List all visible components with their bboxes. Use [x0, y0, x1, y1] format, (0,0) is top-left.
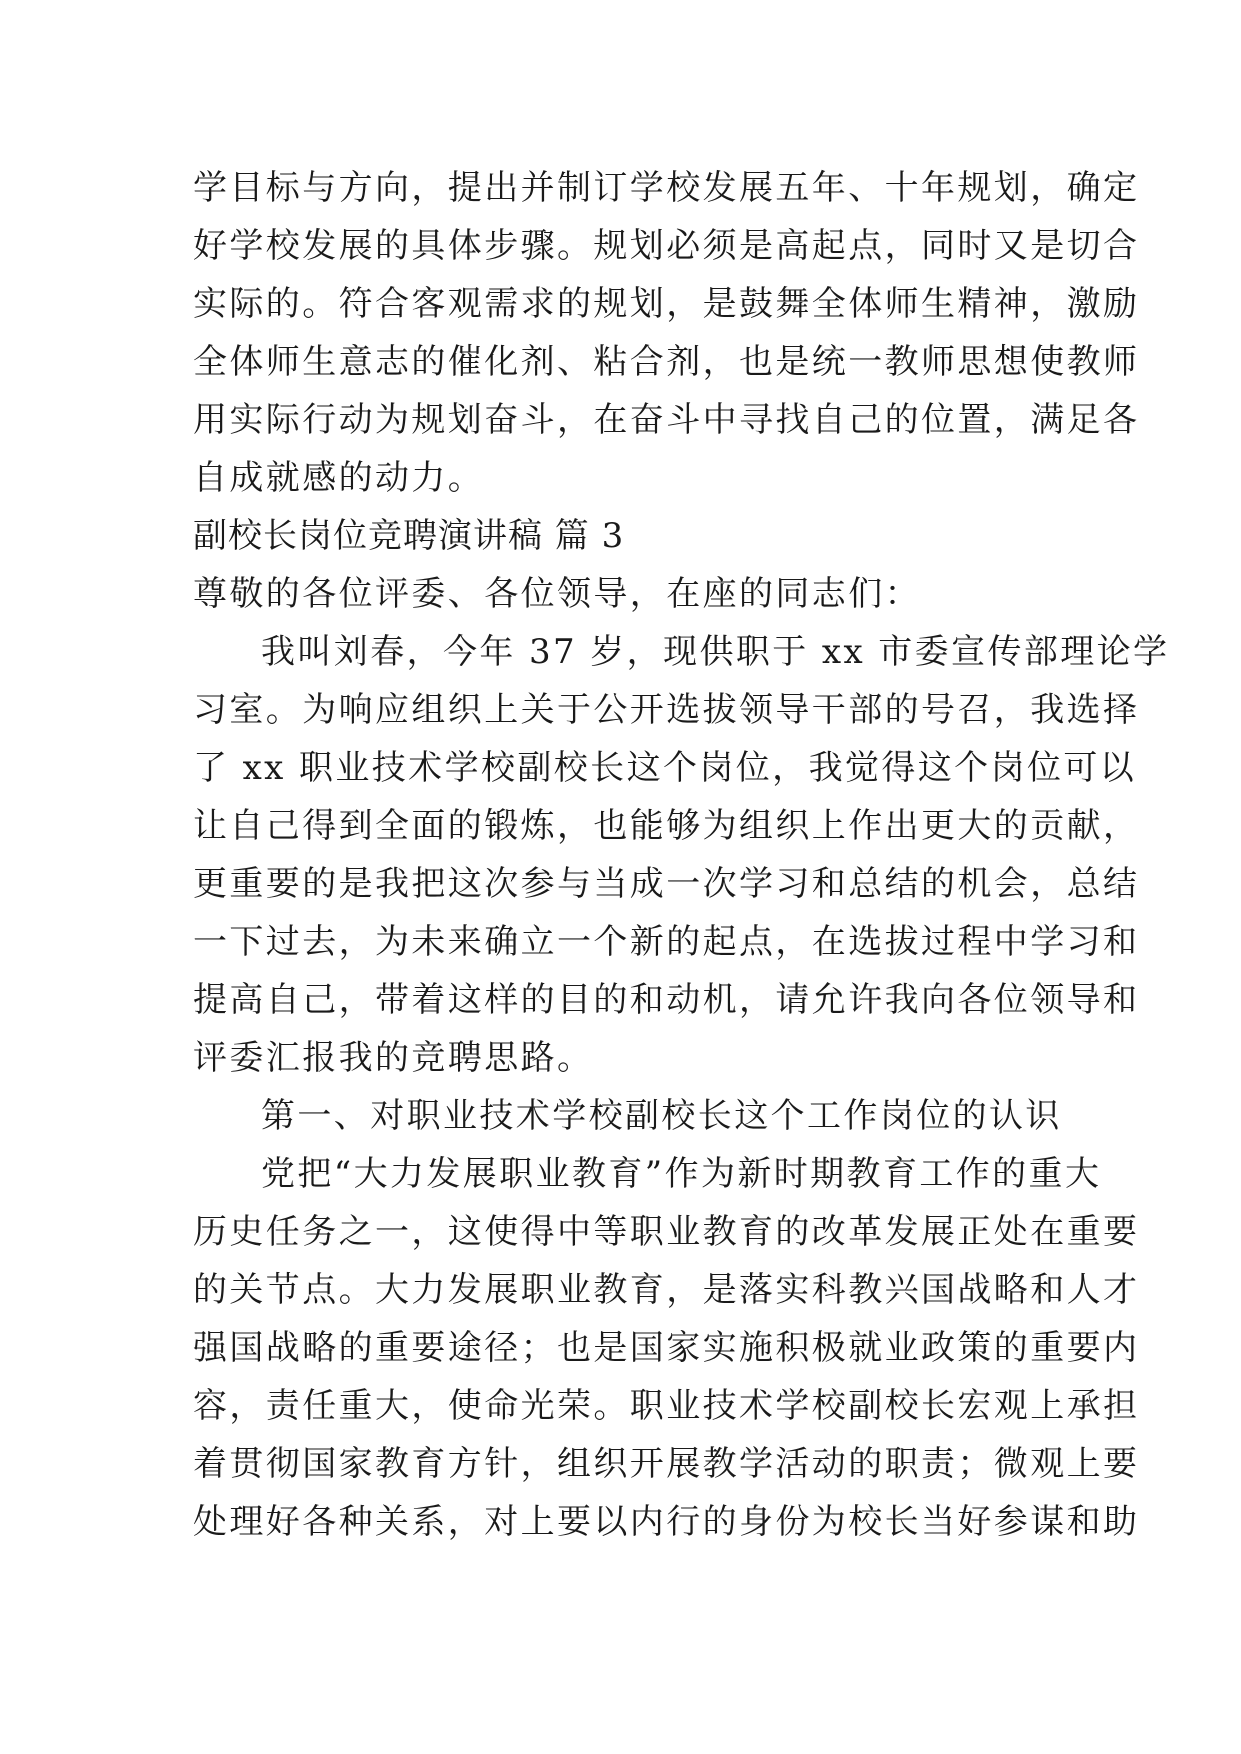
text-line: 实际的。符合客观需求的规划，是鼓舞全体师生精神，激励	[193, 284, 1140, 324]
subheading: 第一、对职业技术学校副校长这个工作岗位的认识	[261, 1096, 1062, 1136]
text-line: 处理好各种关系，对上要以内行的身份为校长当好参谋和助	[193, 1502, 1140, 1542]
text-line: 让自己得到全面的锻炼，也能够为组织上作出更大的贡献，	[193, 806, 1140, 846]
text-line: 习室。为响应组织上关于公开选拔领导干部的号召，我选择	[193, 690, 1140, 730]
salutation: 尊敬的各位评委、各位领导，在座的同志们：	[193, 574, 921, 614]
text-line: 历史任务之一，这使得中等职业教育的改革发展正处在重要	[193, 1212, 1140, 1252]
text-line: 我叫刘春，今年 37 岁，现供职于 xx 市委宣传部理论学	[261, 632, 1170, 672]
paragraph-introduction	[193, 623, 1170, 1087]
text-line: 的关节点。大力发展职业教育，是落实科教兴国战略和人才	[193, 1270, 1140, 1310]
text-line: 好学校发展的具体步骤。规划必须是高起点，同时又是切合	[193, 226, 1140, 266]
text-line: 提高自己，带着这样的目的和动机，请允许我向各位领导和	[193, 980, 1140, 1020]
text-line: 一下过去，为未来确立一个新的起点，在选拔过程中学习和	[193, 922, 1140, 962]
text-line: 评委汇报我的竞聘思路。	[193, 1038, 594, 1078]
text-line: 强国战略的重要途径；也是国家实施积极就业政策的重要内	[193, 1328, 1140, 1368]
text-line: 着贯彻国家教育方针，组织开展教学活动的职责；微观上要	[193, 1444, 1140, 1484]
document-body	[193, 159, 1170, 1551]
paragraph-understanding	[193, 1145, 1140, 1551]
section-title: 副校长岗位竞聘演讲稿 篇 3	[193, 516, 625, 556]
text-line: 党把“大力发展职业教育”作为新时期教育工作的重大	[261, 1154, 1102, 1194]
text-line: 容，责任重大，使命光荣。职业技术学校副校长宏观上承担	[193, 1386, 1140, 1426]
text-line: 全体师生意志的催化剂、粘合剂，也是统一教师思想使教师	[193, 342, 1140, 382]
paragraph-continued	[193, 159, 1140, 507]
text-line: 学目标与方向，提出并制订学校发展五年、十年规划，确定	[193, 168, 1140, 208]
text-line: 用实际行动为规划奋斗，在奋斗中寻找自己的位置，满足各	[193, 400, 1140, 440]
text-line: 了 xx 职业技术学校副校长这个岗位，我觉得这个岗位可以	[193, 748, 1137, 788]
text-line: 更重要的是我把这次参与当成一次学习和总结的机会，总结	[193, 864, 1140, 904]
text-line: 自成就感的动力。	[193, 458, 485, 498]
